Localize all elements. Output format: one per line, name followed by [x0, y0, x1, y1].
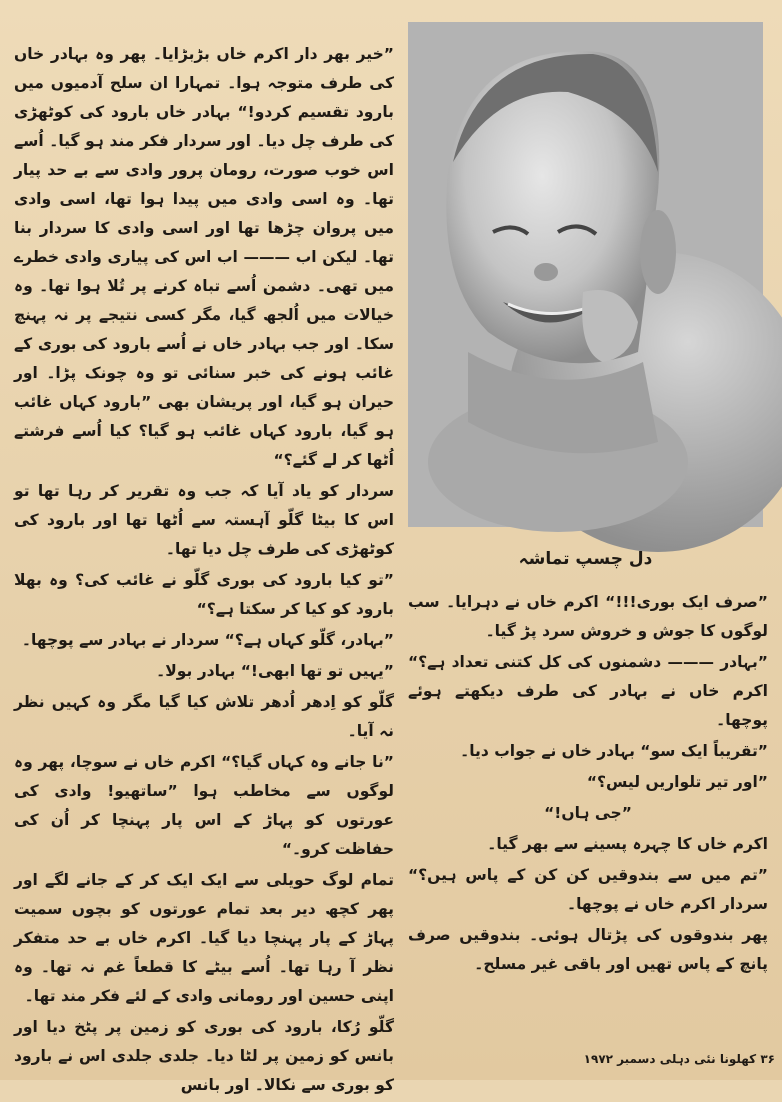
paragraph: ”تو کیا بارود کی بوری گلّو نے غائب کی؟ وہ بھلا بارود کو کیا کر سکتا ہے؟“	[14, 571, 394, 618]
paragraph: ”بہادر ——— دشمنوں کی کل کتنی تعداد ہے؟“ اکرم خاں نے بہادر کی طرف دیکھتے ہوئے پوچھا۔	[408, 653, 768, 729]
smiling-baby-photo	[408, 22, 763, 527]
page-footer: ۳۶ کھلونا نئی دہلی دسمبر ۱۹۷۲	[583, 1052, 775, 1066]
right-text-column	[408, 588, 768, 981]
paragraph: ”بہادر، گلّو کہاں ہے؟“ سردار نے بہادر سے پوچھا۔	[21, 631, 394, 649]
paragraph: گلّو رُکا، بارود کی بوری کو زمین پر پٹخ دیا اور بانس کو زمین پر لٹا دیا۔ جلدی جلدی اس نے بارود کو بوری سے نکالا۔ اور بانس	[14, 1018, 394, 1094]
paragraph: تمام لوگ حویلی سے ایک ایک کر کے جانے لگے اور پھر کچھ دیر بعد تمام عورتوں کو بچوں سمیت پہاڑ کے پار پہنچا دیا گیا۔ اکرم خاں بے حد متفکر نظر آ رہا تھا۔ اُسے بیٹے کا قطعاً غم نہ تھا۔ وہ اپنی حسین اور رومانی وادی کے لئے فکر مند تھا۔	[14, 871, 394, 1005]
left-text-column	[14, 40, 394, 1102]
paragraph: ”نا جانے وہ کہاں گیا؟“ اکرم خاں نے سوچا، پھر وہ لوگوں سے مخاطب ہوا ”ساتھیو! وادی کی عورتوں کو پہاڑ کے اس پار پہنچا کر اُن کی حفاظت کرو۔“	[14, 753, 394, 858]
paragraph: پھر بندوقوں کی پڑتال ہوئی۔ بندوقیں صرف پانچ کے پاس تھیں اور باقی غیر مسلح۔	[408, 926, 768, 973]
paragraph: اکرم خاں کا چہرہ پسینے سے بھر گیا۔	[487, 835, 768, 853]
paragraph: ”تقریباً ایک سو“ بہادر خاں نے جواب دیا۔	[460, 742, 768, 760]
paragraph: ”اور تیر تلواریں لیس؟“	[586, 773, 768, 791]
paragraph: ”یہیں تو تھا ابھی!“ بہادر بولا۔	[156, 662, 394, 680]
paragraph: سردار کو یاد آیا کہ جب وہ تقریر کر رہا تھا تو اس کا بیٹا گلّو آہستہ سے اُٹھا تھا اور بارود کی کوٹھڑی کی طرف چل دیا تھا۔	[14, 482, 394, 558]
paragraph: ”خیر بھر دار اکرم خاں بڑبڑایا۔ پھر وہ بہادر خاں کی طرف متوجہ ہوا۔ تمہارا ان سلح آدمیوں میں بارود تقسیم کردو!“ بہادر خاں بارود کی کوٹھڑی کی طرف چل دیا۔ اور سردار فکر مند ہو گیا۔ اُسے اس خوب صورت، رومان پرور وادی سے بے حد پیار تھا۔ وہ اسی وادی میں پیدا ہوا تھا، اسی وادی میں پروان چڑھا تھا اور اسی وادی کا سردار بنا تھا۔ لیکن اب ——— اب اس کی پیاری وادی خطرے میں تھی۔ دشمن اُسے تباہ کرنے پر تُلا ہوا تھا۔ وہ خیالات میں اُلجھ گیا، مگر کسی نتیجے پر نہ پہنچ سکا۔ اور جب بہادر خاں نے اُسے بارود کی بوری کے غائب ہونے کی خبر سنائی تو وہ چونک پڑا۔ اور حیران ہو گیا، اور پریشان بھی ”بارود کہاں غائب ہو گیا، بارود کہاں غائب ہو گیا؟ کیا اُسے فرشتے اُٹھا کر لے گئے؟“	[14, 45, 394, 469]
photo-caption: دل چسپ تماشہ	[518, 549, 653, 569]
baby-illustration	[408, 22, 763, 527]
paragraph: ”صرف ایک بوری!!!“ اکرم خاں نے دہرایا۔ سب لوگوں کا جوش و خروش سرد پڑ گیا۔	[408, 593, 768, 640]
paragraph: گلّو کو اِدھر اُدھر تلاش کیا گیا مگر وہ کہیں نظر نہ آیا۔	[14, 693, 394, 740]
paragraph: ”جی ہاں!“	[544, 804, 632, 822]
paragraph: ”تم میں سے بندوقیں کن کن کے پاس ہیں؟“ سردار اکرم خاں نے پوچھا۔	[408, 866, 768, 913]
